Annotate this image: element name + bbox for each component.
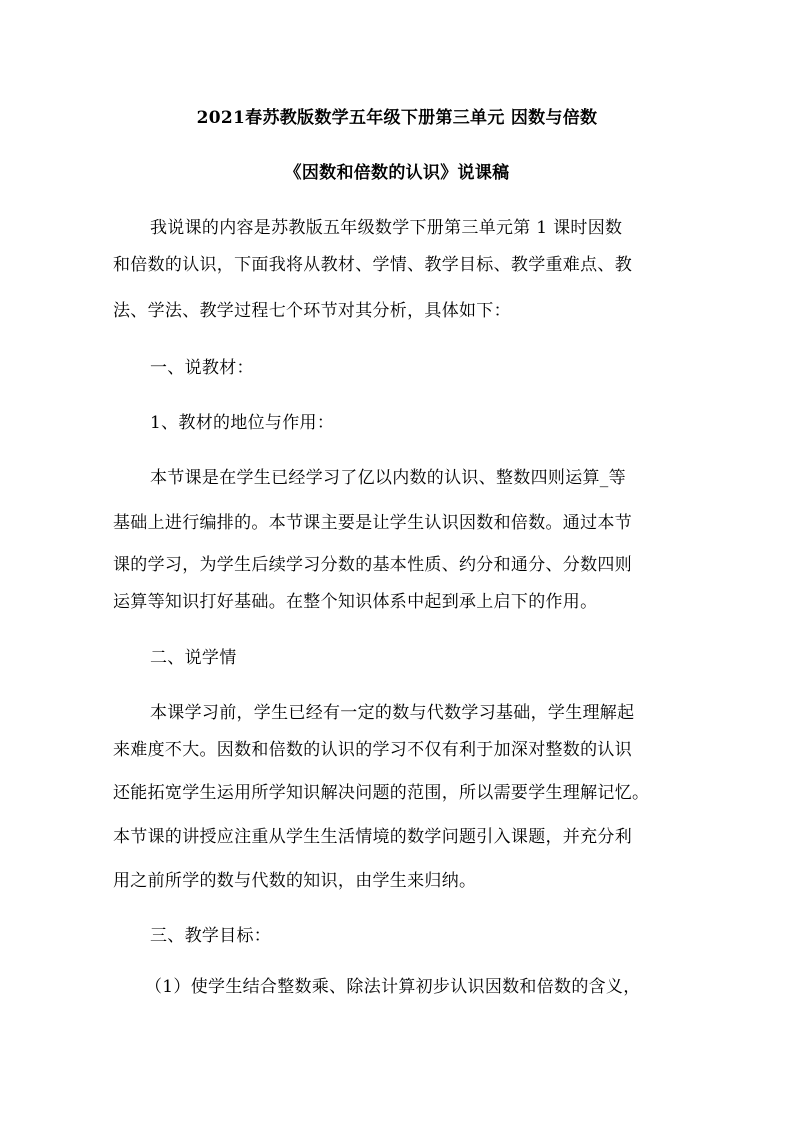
intro-paragraph-line-3: 法、学法、教学过程七个环节对其分析，具体如下： bbox=[113, 301, 511, 321]
subsection-heading-role: 1、教材的地位与作用： bbox=[150, 413, 335, 433]
textbook-paragraph-line-1: 本节课是在学生已经学习了亿以内数的认识、整数四则运算_等 bbox=[150, 468, 626, 488]
textbook-paragraph-line-3: 课的学习，为学生后续学习分数的基本性质、约分和通分、分数四则 bbox=[113, 555, 632, 575]
section-heading-textbook: 一、说教材： bbox=[150, 358, 254, 378]
students-paragraph-line-3: 还能拓宽学生运用所学知识解决问题的范围，所以需要学生理解记忆。 bbox=[113, 783, 650, 803]
section-heading-students: 二、说学情 bbox=[150, 648, 237, 668]
intro-paragraph-line-2: 和倍数的认识，下面我将从教材、学情、教学目标、教学重难点、教 bbox=[113, 255, 632, 275]
intro-paragraph-line-1: 我说课的内容是苏教版五年级数学下册第三单元第 1 课时因数 bbox=[150, 218, 623, 238]
students-paragraph-line-2: 来难度不大。因数和倍数的认识的学习不仅有利于加深对整数的认识 bbox=[113, 740, 632, 760]
section-heading-objectives: 三、教学目标： bbox=[150, 926, 272, 946]
students-paragraph-line-5: 用之前所学的数与代数的知识，由学生来归纳。 bbox=[113, 871, 477, 891]
textbook-paragraph-line-4: 运算等知识打好基础。在整个知识体系中起到承上启下的作用。 bbox=[113, 592, 598, 612]
document-title-line-1: 2021春苏教版数学五年级下册第三单元 因数与倍数 bbox=[196, 108, 598, 128]
objective-item-1: （1）使学生结合整数乘、除法计算初步认识因数和倍数的含义， bbox=[145, 977, 641, 997]
document-title-line-2: 《因数和倍数的认识》说课稿 bbox=[284, 163, 510, 183]
textbook-paragraph-line-2: 基础上进行编排的。本节课主要是让学生认识因数和倍数。通过本节 bbox=[113, 513, 632, 533]
students-paragraph-line-4: 本节课的讲授应注重从学生生活情境的数学问题引入课题，并充分利 bbox=[113, 827, 632, 847]
students-paragraph-line-1: 本课学习前，学生已经有一定的数与代数学习基础，学生理解起 bbox=[150, 703, 635, 723]
